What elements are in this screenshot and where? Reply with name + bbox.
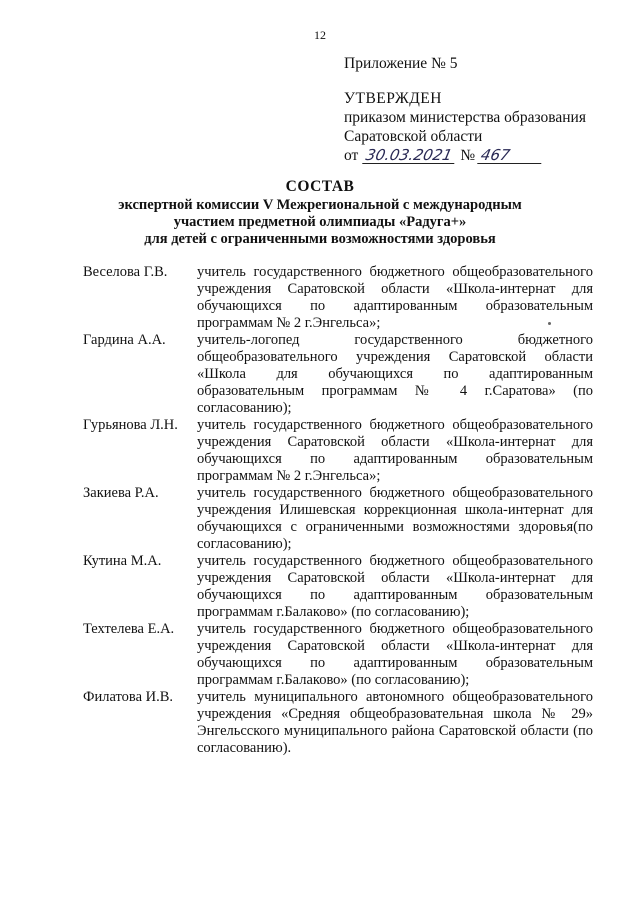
member-description: учитель муниципального автономного общеобразовательного учреждения «Средняя общеобразовательная школа № 29» Энгельсского муниципального района Саратовской области (по согласованию). [197,689,593,756]
approval-block [344,54,614,165]
member-row [83,332,593,417]
order-date-line [344,146,614,165]
handwritten-date: 30.03.2021 [363,147,459,164]
member-description: учитель государственного бюджетного общеобразовательного учреждения Илишевская коррекционная школа-интернат для обучающихся с ограниченными возможностями здоровья(по согласованию); [197,485,593,552]
member-row [83,485,593,553]
member-row [83,264,593,332]
member-description: учитель государственного бюджетного общеобразовательного учреждения Саратовской области «Школа-интернат для обучающихся по адаптированным образовательным программам № 2 г.Энгельса»; [197,264,593,331]
member-name: Гардина А.А. [83,332,166,348]
member-name: Техтелева Е.А. [83,621,175,637]
date-prefix: от [344,147,359,164]
order-line-2: Саратовской области [344,128,483,145]
number-label: № [460,147,476,164]
appendix-label: Приложение № 5 [344,55,458,72]
member-row [83,621,593,689]
heading-line-3: для детей с ограниченными возможностями здоровья [144,231,496,247]
commission-members-list [83,264,593,757]
member-description: учитель государственного бюджетного общеобразовательного учреждения Саратовской области «Школа-интернат для обучающихся по адаптированным образовательным программам № 2 г.Энгельса»; [197,417,593,484]
handwritten-number: 467 [477,147,545,164]
approved-label: УТВЕРЖДЕН [344,90,442,107]
member-description: учитель государственного бюджетного общеобразовательного учреждения Саратовской области «Школа-интернат для обучающихся по адаптированным образовательным программам г.Балаково» (по согласованию); [197,553,593,620]
member-row [83,689,593,757]
scan-speck [548,322,551,325]
heading-line-2: участием предметной олимпиады «Радуга+» [173,214,467,230]
member-row [83,417,593,485]
order-line-1: приказом министерства образования [344,109,586,126]
page-number: 12 [314,28,326,42]
member-name: Веселова Г.В. [83,264,168,280]
member-description: учитель-логопед государственного бюджетного общеобразовательного учреждения Саратовской области «Школа для обучающихся по адаптированным образовательным программам № 4 г.Саратова» (по согласованию); [197,332,593,416]
member-name: Филатова И.В. [83,689,174,705]
member-name: Гурьянова Л.Н. [83,417,178,433]
member-description: учитель государственного бюджетного общеобразовательного учреждения Саратовской области «Школа-интернат для обучающихся по адаптированным образовательным программам г.Балаково» (по согласованию); [197,621,593,688]
member-name: Закиева Р.А. [83,485,159,501]
member-name: Кутина М.А. [83,553,162,569]
document-heading [0,178,640,248]
member-row [83,553,593,621]
heading-title: СОСТАВ [285,178,355,195]
heading-line-1: экспертной комиссии V Межрегиональной с международным [118,197,522,213]
